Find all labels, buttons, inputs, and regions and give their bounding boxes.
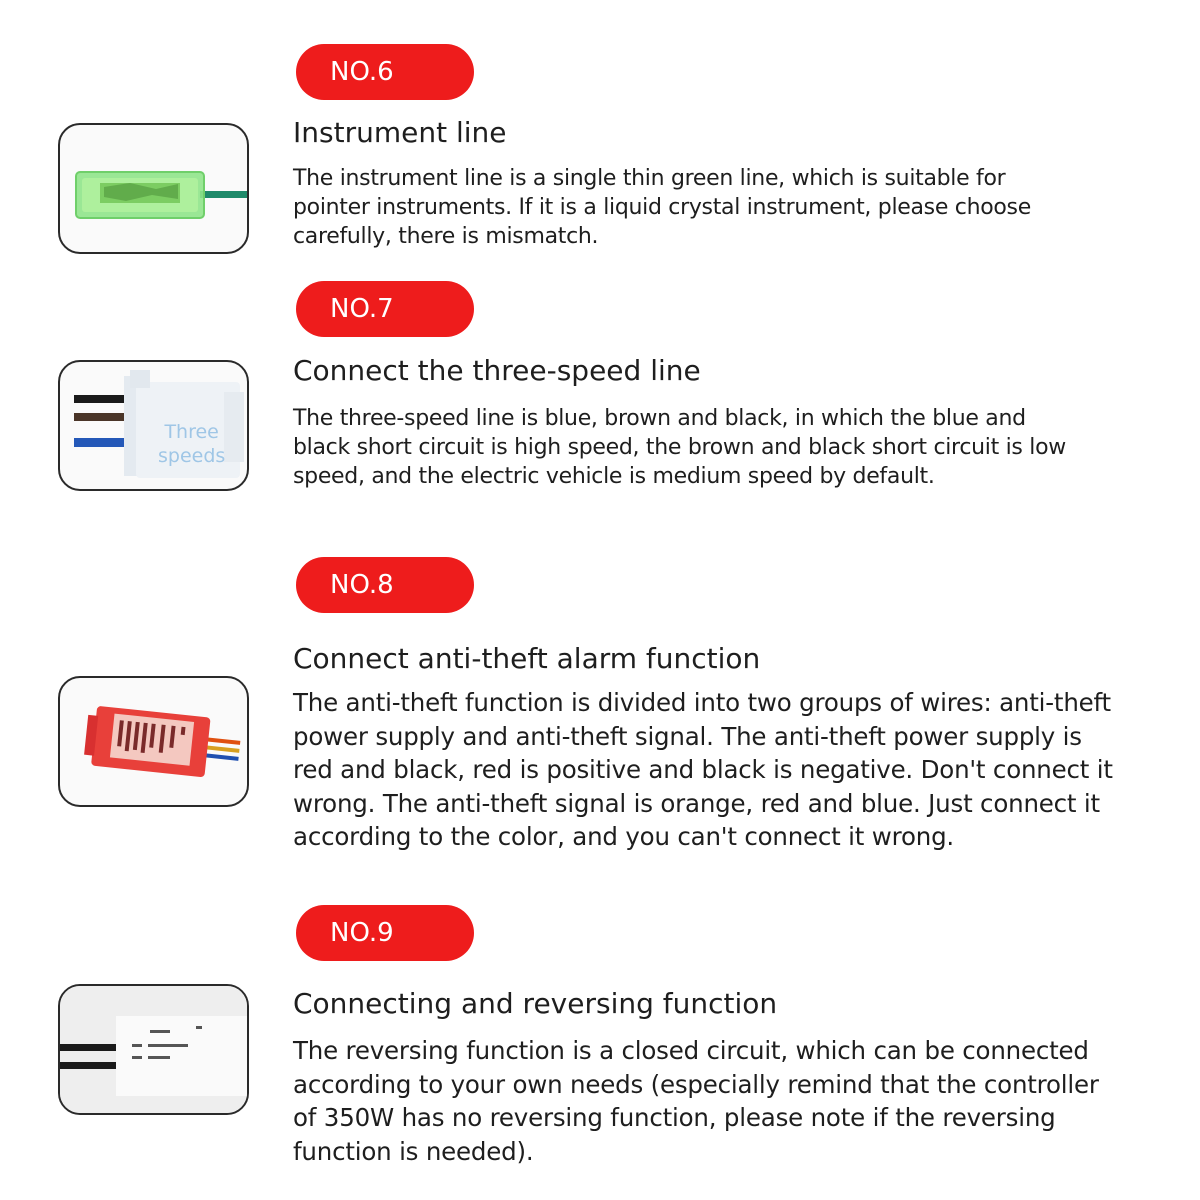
three-speeds-label: Three speeds [158,421,226,467]
section-7-title: Connect the three-speed line [293,354,701,387]
section-8-title: Connect anti-theft alarm function [293,642,761,675]
section-9-badge: NO.9 [296,905,474,961]
section-9-description: The reversing function is a closed circuit, which can be connected according to your own needs (especially remind that the controller of 350W has no reversing function, please note if the reversing function is needed). [293,1036,1099,1166]
section-9-title: Connecting and reversing function [293,987,778,1020]
section-8-description: The anti-theft function is divided into two groups of wires: anti-theft power supply and anti-theft signal. The anti-theft power supply is red and black, red is positive and black is negative. Don't connect it wrong. The anti-theft signal is orange, red and blue. Just connect it according to the color, and you can't connect it wrong. [293,688,1113,851]
section-8-badge: NO.8 [296,557,474,613]
anti-theft-connector-image [58,676,249,807]
section-6-description: The instrument line is a single thin green line, which is suitable for pointer instruments. If it is a liquid crystal instrument, please choose carefully, there is mismatch. [293,166,1031,249]
section-6-badge: NO.6 [296,44,474,100]
reversing-connector-image [58,984,249,1115]
section-6-title: Instrument line [293,116,507,149]
green-wire-connector-image [58,123,249,254]
section-7-badge: NO.7 [296,281,474,337]
three-speed-connector-image [58,360,249,491]
section-7-description: The three-speed line is blue, brown and black, in which the blue and black short circuit is high speed, the brown and black short circuit is low speed, and the electric vehicle is medium speed by default. [293,406,1066,489]
